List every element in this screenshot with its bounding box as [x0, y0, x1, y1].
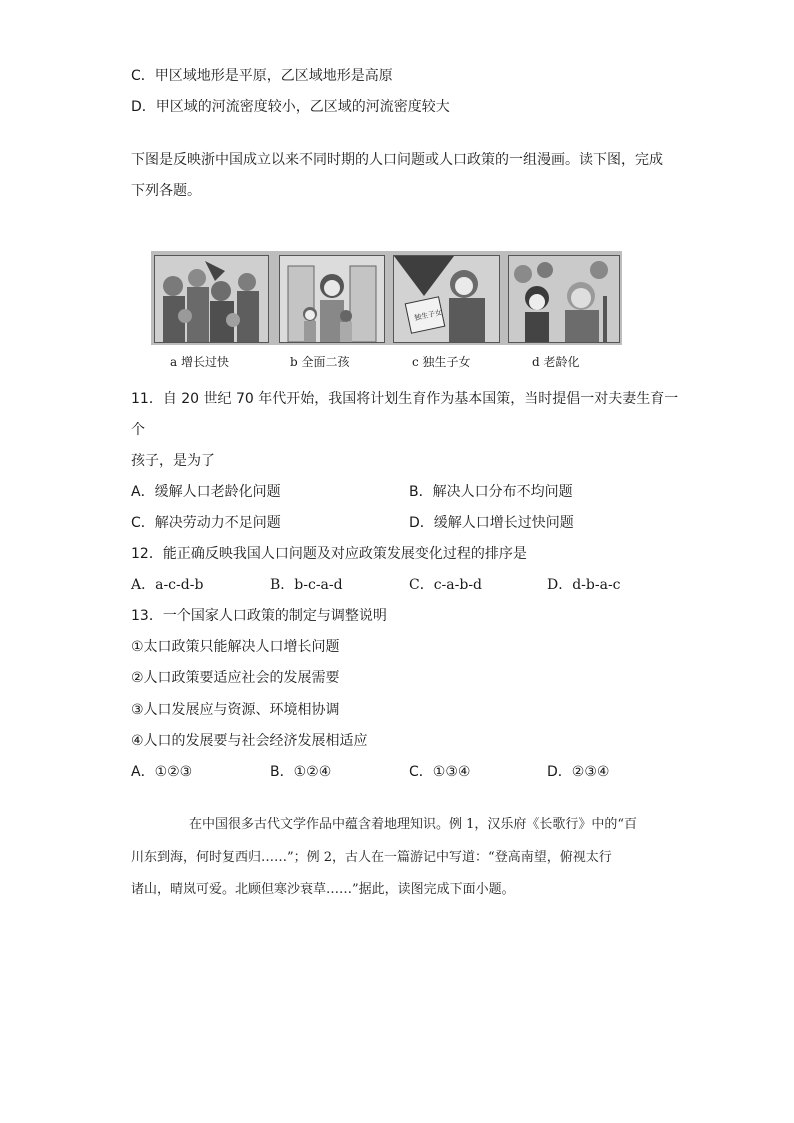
book-label: 独生子女 — [413, 308, 443, 323]
population-cartoon-strip — [151, 251, 622, 345]
crowd-illustration — [155, 256, 268, 342]
q12-option-b: B．b-c-a-d — [270, 577, 343, 593]
q11-option-d: D．缓解人口增长过快问题 — [409, 515, 574, 531]
q11-option-c: C．解决劳动力不足问题 — [131, 515, 281, 531]
caption-c: c 独生子女 — [412, 355, 471, 369]
q11-option-b: B．解决人口分布不均问题 — [409, 484, 573, 500]
cartoon-panel-a — [154, 255, 269, 343]
passage-line-1: 在中国很多古代文学作品中蕴含着地理知识。例 1，汉乐府《长歌行》中的“百 — [189, 817, 638, 832]
q13-item-2: ②人口政策要适应社会的发展需要 — [131, 670, 340, 686]
q12-stem: 12．能正确反映我国人口问题及对应政策发展变化过程的排序是 — [131, 546, 527, 562]
cartoon-panel-b — [279, 255, 385, 343]
q11-stem-1: 11．自 20 世纪 70 年代开始，我国将计划生育作为基本国策，当时提倡一对夫妻生育一 — [131, 391, 679, 407]
caption-b: b 全面二孩 — [290, 355, 350, 369]
only-child-illustration — [394, 256, 499, 342]
q13-item-3: ③人口发展应与资源、环境相协调 — [131, 702, 340, 718]
intro-line-1: 下图是反映浙中国成立以来不同时期的人口问题或人口政策的一组漫画。读下图，完成 — [131, 152, 663, 168]
intro-line-2: 下列各题。 — [131, 183, 201, 199]
q11-option-a: A．缓解人口老龄化问题 — [131, 484, 281, 500]
q12-option-a: A．a-c-d-b — [131, 577, 204, 593]
q13-option-c: C．①③④ — [409, 764, 471, 780]
q13-item-4: ④人口的发展要与社会经济发展相适应 — [131, 733, 368, 749]
elderly-illustration — [509, 256, 619, 342]
caption-a: a 增长过快 — [170, 355, 229, 369]
two-children-family-illustration — [280, 256, 384, 342]
q13-item-1: ①太口政策只能解决人口增长问题 — [131, 639, 340, 655]
passage-line-3: 诸山，晴岚可爱。北顾但寒沙衰草……”据此，读图完成下面小题。 — [131, 882, 515, 897]
q13-option-a: A．①②③ — [131, 764, 193, 780]
q13-option-b: B．①②④ — [270, 764, 332, 780]
cartoon-panel-c — [393, 255, 500, 343]
cartoon-panel-d — [508, 255, 620, 343]
q11-stem-2: 个 — [131, 422, 145, 438]
passage-line-2: 川东到海，何时复西归……”；例 2，古人在一篇游记中写道：“登高南望，俯视太行 — [131, 850, 612, 865]
q12-option-d: D．d-b-a-c — [547, 577, 621, 593]
q12-option-c: C．c-a-b-d — [409, 577, 483, 593]
q13-option-d: D．②③④ — [547, 764, 610, 780]
q11-stem-3: 孩子，是为了 — [131, 453, 215, 469]
option-c-previous: C．甲区域地形是平原，乙区域地形是高原 — [131, 68, 393, 84]
caption-d: d 老龄化 — [532, 355, 580, 369]
option-d-previous: D．甲区域的河流密度较小，乙区域的河流密度较大 — [131, 99, 450, 115]
q13-stem: 13．一个国家人口政策的制定与调整说明 — [131, 608, 387, 624]
